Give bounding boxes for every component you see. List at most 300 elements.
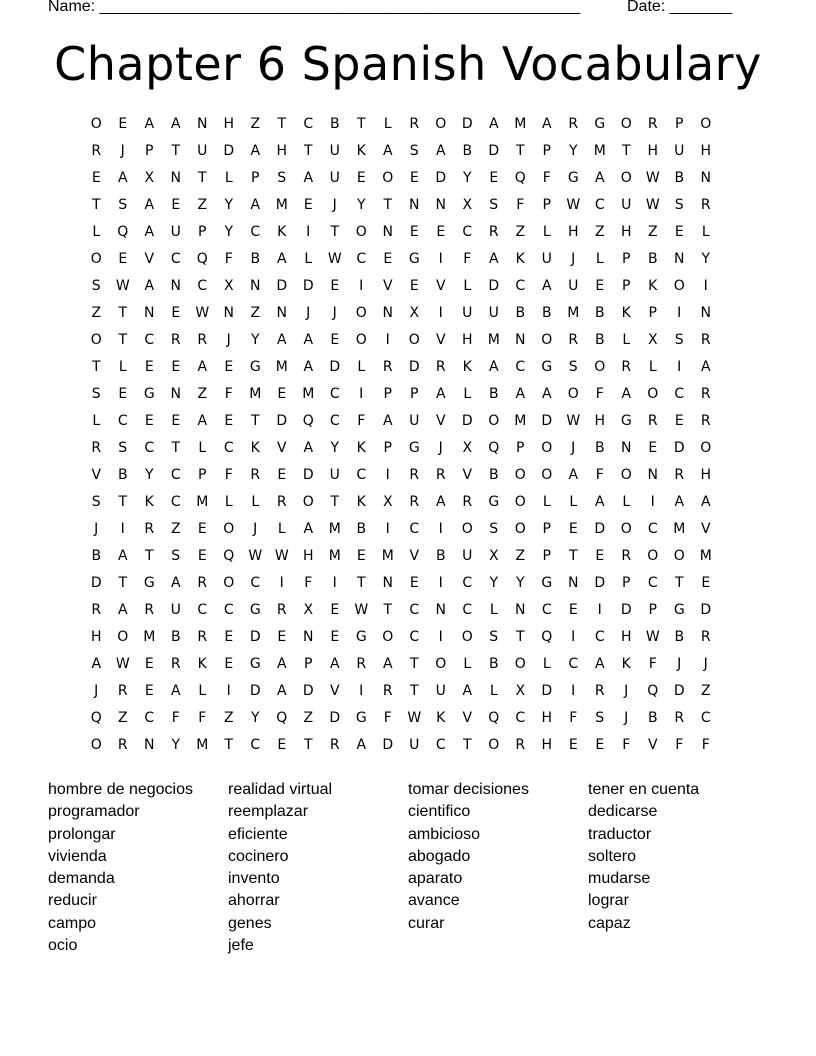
grid-letter: G <box>408 251 420 267</box>
grid-letter: T <box>409 683 419 699</box>
grid-letter: Z <box>250 116 261 132</box>
grid-letter: L <box>569 494 578 510</box>
grid-letter: N <box>647 467 658 483</box>
grid-letter: A <box>382 413 393 429</box>
grid-letter: L <box>463 656 472 672</box>
grid-letter: T <box>409 656 419 672</box>
grid-letter: V <box>462 710 473 726</box>
grid-letter: O <box>594 359 606 375</box>
grid-letter: H <box>90 629 102 645</box>
grid-letter: D <box>541 683 553 699</box>
grid-letter: G <box>620 413 632 429</box>
grid-letter: K <box>648 278 658 294</box>
grid-letter: E <box>595 548 605 564</box>
grid-letter: I <box>359 278 364 294</box>
grid-letter: E <box>568 602 578 618</box>
grid-letter: Z <box>647 224 658 240</box>
word-list-item: ambicioso <box>408 825 481 843</box>
grid-letter: D <box>90 575 102 591</box>
grid-letter: B <box>515 305 526 321</box>
grid-letter: J <box>332 305 337 321</box>
grid-letter: N <box>700 170 711 186</box>
grid-letter: C <box>541 602 552 618</box>
grid-letter: L <box>489 602 498 618</box>
grid-letter: V <box>435 278 446 294</box>
grid-letter: H <box>647 143 659 159</box>
grid-letter: Q <box>223 548 235 564</box>
grid-letter: U <box>674 143 685 159</box>
grid-letter: A <box>117 548 128 564</box>
grid-letter: H <box>461 332 473 348</box>
grid-letter: B <box>250 251 261 267</box>
grid-letter: M <box>381 548 394 564</box>
grid-letter: F <box>648 656 657 672</box>
grid-letter: O <box>223 521 235 537</box>
grid-letter: N <box>382 575 393 591</box>
grid-letter: U <box>568 278 579 294</box>
grid-letter: E <box>489 170 499 186</box>
grid-letter: L <box>198 683 207 699</box>
grid-letter: R <box>647 413 658 429</box>
grid-letter: B <box>647 251 658 267</box>
word-search-grid <box>83 111 719 759</box>
grid-letter: O <box>541 440 553 456</box>
grid-letter: E <box>436 224 446 240</box>
grid-letter: T <box>462 737 472 753</box>
grid-letter: O <box>647 548 659 564</box>
grid-letter: C <box>568 656 579 672</box>
grid-letter: N <box>382 305 393 321</box>
grid-letter: T <box>383 197 393 213</box>
grid-letter: A <box>541 116 552 132</box>
grid-letter: U <box>329 467 340 483</box>
grid-letter: J <box>94 683 99 699</box>
word-list-column <box>588 779 768 957</box>
grid-letter: Y <box>171 737 181 753</box>
grid-letter: Y <box>489 575 499 591</box>
grid-letter: R <box>117 683 128 699</box>
grid-letter: L <box>542 224 551 240</box>
word-list-item: capaz <box>588 914 631 932</box>
grid-letter: A <box>303 440 314 456</box>
word-list-item: ocio <box>48 937 78 955</box>
grid-letter: L <box>357 359 366 375</box>
grid-letter: J <box>703 656 708 672</box>
grid-letter: E <box>144 359 154 375</box>
grid-letter: U <box>197 143 208 159</box>
grid-letter: C <box>250 575 261 591</box>
grid-letter: C <box>197 278 208 294</box>
grid-letter: E <box>674 413 684 429</box>
grid-letter: C <box>223 440 234 456</box>
grid-letter: O <box>488 413 500 429</box>
grid-letter: V <box>329 683 340 699</box>
grid-letter: A <box>276 332 287 348</box>
grid-letter: N <box>144 305 155 321</box>
grid-letter: L <box>92 413 101 429</box>
grid-letter: I <box>385 332 390 348</box>
grid-letter: X <box>303 602 314 618</box>
grid-letter: M <box>567 305 580 321</box>
grid-letter: A <box>144 278 155 294</box>
grid-letter: O <box>673 278 685 294</box>
grid-letter: L <box>648 359 657 375</box>
grid-letter: E <box>91 170 101 186</box>
grid-letter: Z <box>303 710 314 726</box>
grid-letter: R <box>409 494 420 510</box>
grid-letter: O <box>514 494 526 510</box>
grid-letter: E <box>277 386 287 402</box>
grid-letter: B <box>647 710 658 726</box>
grid-letter: H <box>223 116 235 132</box>
grid-letter: R <box>409 116 420 132</box>
grid-letter: N <box>197 116 208 132</box>
grid-letter: P <box>198 224 207 240</box>
grid-letter: G <box>143 575 155 591</box>
grid-letter: K <box>356 143 366 159</box>
word-list-item: programador <box>48 803 140 821</box>
word-list-item: jefe <box>228 937 254 955</box>
grid-letter: G <box>673 602 685 618</box>
grid-letter: V <box>435 332 446 348</box>
grid-letter: L <box>542 656 551 672</box>
grid-letter: L <box>92 224 101 240</box>
grid-letter: E <box>224 629 234 645</box>
grid-letter: T <box>303 737 313 753</box>
grid-letter: R <box>674 710 685 726</box>
grid-letter: Y <box>144 467 154 483</box>
grid-letter: E <box>568 521 578 537</box>
grid-letter: A <box>594 656 605 672</box>
grid-letter: Q <box>488 440 500 456</box>
grid-letter: L <box>489 683 498 699</box>
grid-letter: B <box>435 548 446 564</box>
grid-letter: R <box>329 737 340 753</box>
word-list-item: ahorrar <box>228 892 280 910</box>
grid-letter: A <box>594 170 605 186</box>
grid-letter: A <box>250 197 261 213</box>
grid-letter: X <box>223 278 234 294</box>
grid-letter: O <box>620 116 632 132</box>
grid-letter: E <box>330 278 340 294</box>
grid-letter: C <box>144 710 155 726</box>
grid-letter: C <box>462 602 473 618</box>
grid-letter: M <box>143 629 156 645</box>
grid-letter: R <box>144 602 155 618</box>
grid-letter: P <box>675 116 684 132</box>
grid-letter: P <box>383 386 392 402</box>
grid-letter: P <box>410 386 419 402</box>
grid-letter: N <box>170 278 181 294</box>
grid-letter: E <box>330 332 340 348</box>
grid-letter: E <box>277 737 287 753</box>
grid-letter: L <box>198 440 207 456</box>
grid-letter: T <box>224 737 234 753</box>
grid-letter: B <box>488 386 499 402</box>
grid-letter: A <box>594 494 605 510</box>
grid-letter: E <box>674 224 684 240</box>
grid-letter: P <box>304 656 313 672</box>
grid-letter: H <box>302 548 314 564</box>
grid-letter: D <box>488 278 500 294</box>
word-list <box>48 779 788 957</box>
grid-letter: A <box>303 359 314 375</box>
grid-letter: H <box>700 143 712 159</box>
grid-letter: E <box>144 656 154 672</box>
grid-letter: Y <box>250 710 260 726</box>
grid-letter: C <box>197 602 208 618</box>
grid-letter: O <box>673 548 685 564</box>
grid-letter: X <box>515 683 526 699</box>
grid-letter: F <box>224 386 233 402</box>
grid-letter: Y <box>462 170 472 186</box>
grid-letter: T <box>515 143 525 159</box>
page-title: Chapter 6 Spanish Vocabulary <box>54 37 762 91</box>
grid-letter: O <box>700 116 712 132</box>
grid-letter: M <box>328 548 341 564</box>
grid-letter: E <box>118 116 128 132</box>
grid-letter: O <box>488 737 500 753</box>
grid-letter: K <box>356 494 366 510</box>
grid-letter: H <box>541 710 553 726</box>
grid-letter: D <box>541 413 553 429</box>
grid-letter: W <box>274 548 289 564</box>
grid-letter: L <box>463 278 472 294</box>
grid-letter: G <box>355 710 367 726</box>
grid-letter: F <box>304 575 313 591</box>
grid-letter: U <box>329 170 340 186</box>
grid-letter: C <box>594 197 605 213</box>
word-list-item: mudarse <box>588 870 651 888</box>
grid-letter: C <box>674 386 685 402</box>
grid-letter: R <box>462 494 473 510</box>
grid-letter: Q <box>647 683 659 699</box>
grid-letter: R <box>197 332 208 348</box>
grid-letter: P <box>516 440 525 456</box>
grid-letter: F <box>701 737 710 753</box>
grid-letter: E <box>171 413 181 429</box>
grid-letter: S <box>277 170 287 186</box>
grid-letter: L <box>622 332 631 348</box>
grid-letter: E <box>144 413 154 429</box>
grid-letter: V <box>647 737 658 753</box>
grid-letter: T <box>330 224 340 240</box>
grid-letter: L <box>277 521 286 537</box>
grid-letter: C <box>435 737 446 753</box>
grid-letter: C <box>303 116 314 132</box>
word-list-item: abogado <box>408 847 471 865</box>
grid-letter: R <box>382 359 393 375</box>
grid-letter: A <box>250 143 261 159</box>
grid-letter: R <box>621 548 632 564</box>
grid-letter: I <box>120 521 125 537</box>
grid-letter: E <box>171 305 181 321</box>
grid-letter: R <box>568 116 579 132</box>
grid-letter: H <box>620 224 632 240</box>
grid-letter: Q <box>302 413 314 429</box>
grid-letter: N <box>435 602 446 618</box>
grid-letter: O <box>355 224 367 240</box>
grid-letter: V <box>382 278 393 294</box>
grid-letter: F <box>542 170 551 186</box>
grid-letter: T <box>303 143 313 159</box>
grid-letter: W <box>566 197 581 213</box>
grid-letter: M <box>302 386 315 402</box>
grid-letter: C <box>462 224 473 240</box>
grid-letter: D <box>408 359 420 375</box>
grid-letter: Y <box>330 440 340 456</box>
grid-letter: E <box>356 548 366 564</box>
grid-letter: N <box>674 251 685 267</box>
grid-letter: R <box>276 494 287 510</box>
grid-letter: W <box>645 197 660 213</box>
grid-letter: Y <box>568 143 578 159</box>
grid-letter: G <box>355 629 367 645</box>
grid-letter: G <box>541 575 553 591</box>
grid-letter: A <box>674 494 685 510</box>
grid-letter: T <box>674 575 684 591</box>
grid-letter: M <box>699 548 712 564</box>
grid-letter: C <box>515 359 526 375</box>
grid-letter: Q <box>541 629 553 645</box>
grid-letter: D <box>276 413 288 429</box>
grid-letter: R <box>276 602 287 618</box>
grid-letter: P <box>198 467 207 483</box>
grid-letter: I <box>438 629 443 645</box>
grid-letter: A <box>488 251 499 267</box>
grid-letter: D <box>620 602 632 618</box>
grid-letter: E <box>568 737 578 753</box>
grid-letter: S <box>489 629 499 645</box>
grid-letter: O <box>514 656 526 672</box>
grid-letter: X <box>382 494 393 510</box>
grid-letter: B <box>488 656 499 672</box>
grid-letter: E <box>409 278 419 294</box>
grid-letter: L <box>251 494 260 510</box>
grid-letter: R <box>250 467 261 483</box>
grid-letter: U <box>409 737 420 753</box>
grid-letter: O <box>90 332 102 348</box>
grid-letter: Y <box>515 575 525 591</box>
grid-letter: Z <box>117 710 128 726</box>
grid-letter: F <box>171 710 180 726</box>
grid-letter: U <box>329 143 340 159</box>
grid-letter: U <box>435 683 446 699</box>
grid-letter: O <box>408 332 420 348</box>
grid-letter: Q <box>117 224 129 240</box>
grid-letter: P <box>542 548 551 564</box>
grid-letter: R <box>435 467 446 483</box>
grid-letter: H <box>700 467 712 483</box>
grid-letter: A <box>144 224 155 240</box>
grid-letter: N <box>382 224 393 240</box>
grid-letter: P <box>622 251 631 267</box>
grid-letter: K <box>197 656 207 672</box>
word-list-item: eficiente <box>228 825 288 843</box>
word-list-item: avance <box>408 892 460 910</box>
grid-letter: T <box>250 413 260 429</box>
grid-letter: O <box>700 440 712 456</box>
grid-letter: R <box>170 332 181 348</box>
grid-letter: I <box>306 224 311 240</box>
grid-letter: D <box>249 683 261 699</box>
grid-letter: O <box>90 116 102 132</box>
grid-letter: I <box>597 602 602 618</box>
grid-letter: U <box>621 197 632 213</box>
grid-letter: R <box>488 224 499 240</box>
grid-letter: L <box>542 494 551 510</box>
grid-letter: T <box>144 548 154 564</box>
grid-letter: E <box>277 467 287 483</box>
grid-letter: G <box>143 386 155 402</box>
word-list-item: genes <box>228 914 272 932</box>
grid-letter: R <box>197 575 208 591</box>
grid-letter: I <box>359 386 364 402</box>
grid-letter: X <box>462 440 473 456</box>
grid-letter: D <box>488 143 500 159</box>
grid-letter: V <box>144 251 155 267</box>
grid-letter: B <box>674 170 685 186</box>
word-list-item: realidad virtual <box>228 781 333 798</box>
grid-letter: I <box>385 467 390 483</box>
grid-letter: X <box>409 305 420 321</box>
grid-letter: X <box>144 170 155 186</box>
grid-letter: L <box>622 494 631 510</box>
grid-letter: B <box>674 629 685 645</box>
grid-letter: E <box>701 575 711 591</box>
grid-letter: N <box>303 629 314 645</box>
grid-letter: F <box>357 413 366 429</box>
grid-letter: C <box>515 278 526 294</box>
grid-letter: I <box>332 575 337 591</box>
grid-letter: W <box>115 656 130 672</box>
grid-letter: J <box>624 710 629 726</box>
word-list-item: lograr <box>588 892 629 910</box>
grid-letter: R <box>621 359 632 375</box>
grid-letter: D <box>329 710 341 726</box>
grid-letter: L <box>595 251 604 267</box>
grid-letter: R <box>356 656 367 672</box>
grid-letter: W <box>566 413 581 429</box>
grid-letter: B <box>117 467 128 483</box>
grid-letter: Q <box>196 251 208 267</box>
grid-letter: R <box>700 197 711 213</box>
grid-letter: T <box>356 575 366 591</box>
grid-letter: C <box>594 629 605 645</box>
grid-letter: T <box>383 602 393 618</box>
grid-letter: R <box>700 332 711 348</box>
grid-letter: T <box>330 494 340 510</box>
grid-letter: E <box>303 197 313 213</box>
grid-letter: T <box>568 548 578 564</box>
grid-letter: B <box>356 521 367 537</box>
grid-letter: M <box>514 116 527 132</box>
grid-letter: K <box>621 656 631 672</box>
grid-letter: Z <box>594 224 605 240</box>
grid-letter: E <box>595 737 605 753</box>
grid-letter: N <box>700 305 711 321</box>
grid-letter: L <box>463 386 472 402</box>
grid-letter: A <box>356 737 367 753</box>
grid-letter: K <box>436 710 446 726</box>
grid-letter: C <box>117 413 128 429</box>
grid-letter: K <box>277 224 287 240</box>
grid-letter: A <box>382 143 393 159</box>
word-list-item: reemplazar <box>228 803 309 821</box>
grid-letter: H <box>620 629 632 645</box>
grid-letter: U <box>541 251 552 267</box>
grid-letter: O <box>461 629 473 645</box>
